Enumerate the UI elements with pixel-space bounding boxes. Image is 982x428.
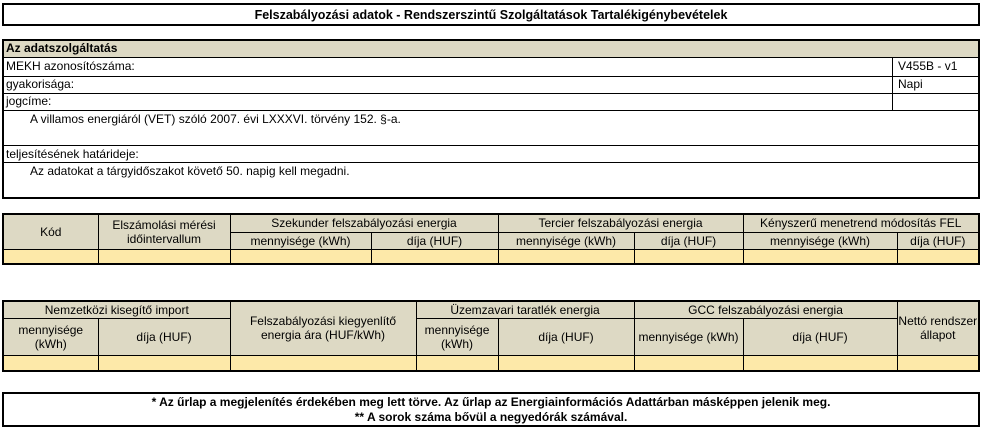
col-gcc-energy: GCC felszabályozási energia: [634, 301, 897, 318]
input-cell[interactable]: [498, 249, 634, 264]
col-reserve-qty: mennyisége (kWh): [416, 318, 498, 355]
input-cell[interactable]: [3, 249, 98, 264]
mekh-value: V455B - v1: [898, 59, 958, 73]
col-tertiary-qty: mennyisége (kWh): [498, 232, 634, 249]
data-service-info: [2, 39, 980, 199]
section-title: Az adatszolgáltatás: [6, 41, 118, 55]
input-cell[interactable]: [634, 249, 743, 264]
table-row: [3, 355, 979, 371]
input-cell[interactable]: [743, 355, 897, 371]
input-cell[interactable]: [230, 249, 371, 264]
mekh-label: MEKH azonosítószáma:: [6, 59, 135, 73]
col-secondary-qty: mennyisége (kWh): [230, 232, 371, 249]
col-secondary-fee: díja (HUF): [371, 232, 498, 249]
deadline-row: [4, 147, 978, 163]
input-cell[interactable]: [743, 249, 897, 264]
col-forced-fee: díja (HUF): [897, 232, 979, 249]
col-import-fee: díja (HUF): [98, 318, 230, 355]
input-cell[interactable]: [98, 249, 230, 264]
legal-basis-text: A villamos energiáról (VET) szóló 2007. évi LXXXVI. törvény 152. §-a.: [30, 112, 401, 126]
col-gcc-qty: mennyisége (kWh): [634, 318, 743, 355]
input-cell[interactable]: [230, 355, 416, 371]
legal-basis-text-row: [4, 111, 978, 145]
col-international-import: Nemzetközi kisegítő import: [3, 301, 230, 318]
col-code: Kód: [3, 214, 98, 249]
input-cell[interactable]: [498, 355, 634, 371]
input-cell[interactable]: [897, 355, 979, 371]
input-cell[interactable]: [3, 355, 98, 371]
deadline-text: Az adatokat a tárgyidőszakot követő 50. napig kell megadni.: [30, 164, 350, 178]
frequency-row: [4, 77, 978, 93]
table-row: [3, 249, 979, 264]
col-reserve-fee: díja (HUF): [498, 318, 634, 355]
footnote-1: * Az űrlap a megjelenítés érdekében meg lett törve. Az űrlap az Energiainformációs Adattárban másképpen jelenik meg.: [151, 395, 831, 409]
legal-basis-label: jogcíme:: [6, 94, 52, 108]
input-cell[interactable]: [371, 249, 498, 264]
deadline-label: teljesítésének határideje:: [6, 147, 139, 161]
col-forced-qty: mennyisége (kWh): [743, 232, 897, 249]
form-title: Felszabályozási adatok - Rendszerszintű Szolgáltatások Tartalékigénybevételek: [2, 3, 980, 26]
reserve-usage-table: [2, 213, 980, 265]
col-secondary-energy: Szekunder felszabályozási energia: [230, 214, 498, 232]
col-forced-schedule: Kényszerű menetrend módosítás FEL: [743, 214, 979, 232]
input-cell[interactable]: [897, 249, 979, 264]
deadline-text-row: [4, 163, 978, 197]
input-cell[interactable]: [416, 355, 498, 371]
footnotes: [2, 392, 980, 427]
input-cell[interactable]: [634, 355, 743, 371]
col-interval: Elszámolási mérési időintervallum: [98, 214, 230, 249]
footnote-2: ** A sorok száma bővül a negyedórák számával.: [354, 410, 628, 424]
input-cell[interactable]: [98, 355, 230, 371]
legal-basis-row: [4, 94, 978, 110]
col-tertiary-energy: Tercier felszabályozási energia: [498, 214, 743, 232]
mekh-row: [4, 59, 978, 75]
col-outage-reserve: Üzemzavari taratlék energia: [416, 301, 634, 318]
col-tertiary-fee: díja (HUF): [634, 232, 743, 249]
col-net-state: Nettó rendszer állapot: [897, 301, 979, 355]
frequency-label: gyakorisága:: [6, 77, 75, 91]
col-gcc-fee: díja (HUF): [743, 318, 897, 355]
frequency-value: Napi: [898, 77, 923, 91]
section-header: [4, 41, 978, 57]
col-balancing-price: Felszabályozási kiegyenlítő energia ára (HUF/kWh): [230, 301, 416, 355]
col-import-qty: mennyisége (kWh): [3, 318, 98, 355]
import-gcc-table: [2, 300, 980, 372]
